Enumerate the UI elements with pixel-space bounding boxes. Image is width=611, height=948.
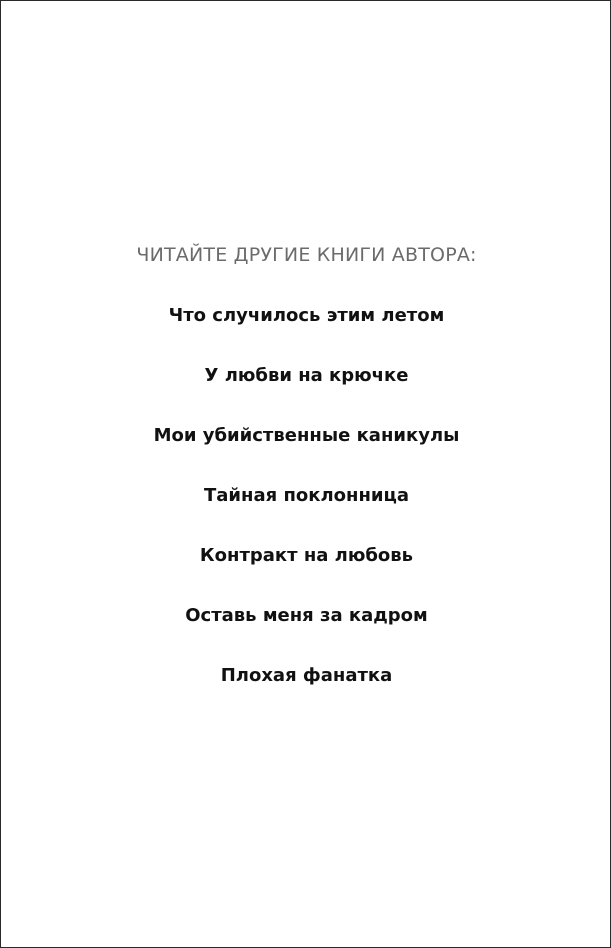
book-title: У любви на крючке	[204, 365, 409, 386]
book-title: Контракт на любовь	[199, 545, 414, 566]
book-title: Что случилось этим летом	[168, 305, 445, 326]
book-title: Тайная поклонница	[204, 485, 409, 506]
book-title: Мои убийственные каникулы	[153, 425, 460, 446]
book-list	[1, 302, 611, 722]
book-title: Оставь меня за кадром	[185, 605, 428, 626]
other-books-heading: ЧИТАЙТЕ ДРУГИЕ КНИГИ АВТОРА:	[136, 244, 477, 266]
book-title: Плохая фанатка	[220, 665, 393, 686]
